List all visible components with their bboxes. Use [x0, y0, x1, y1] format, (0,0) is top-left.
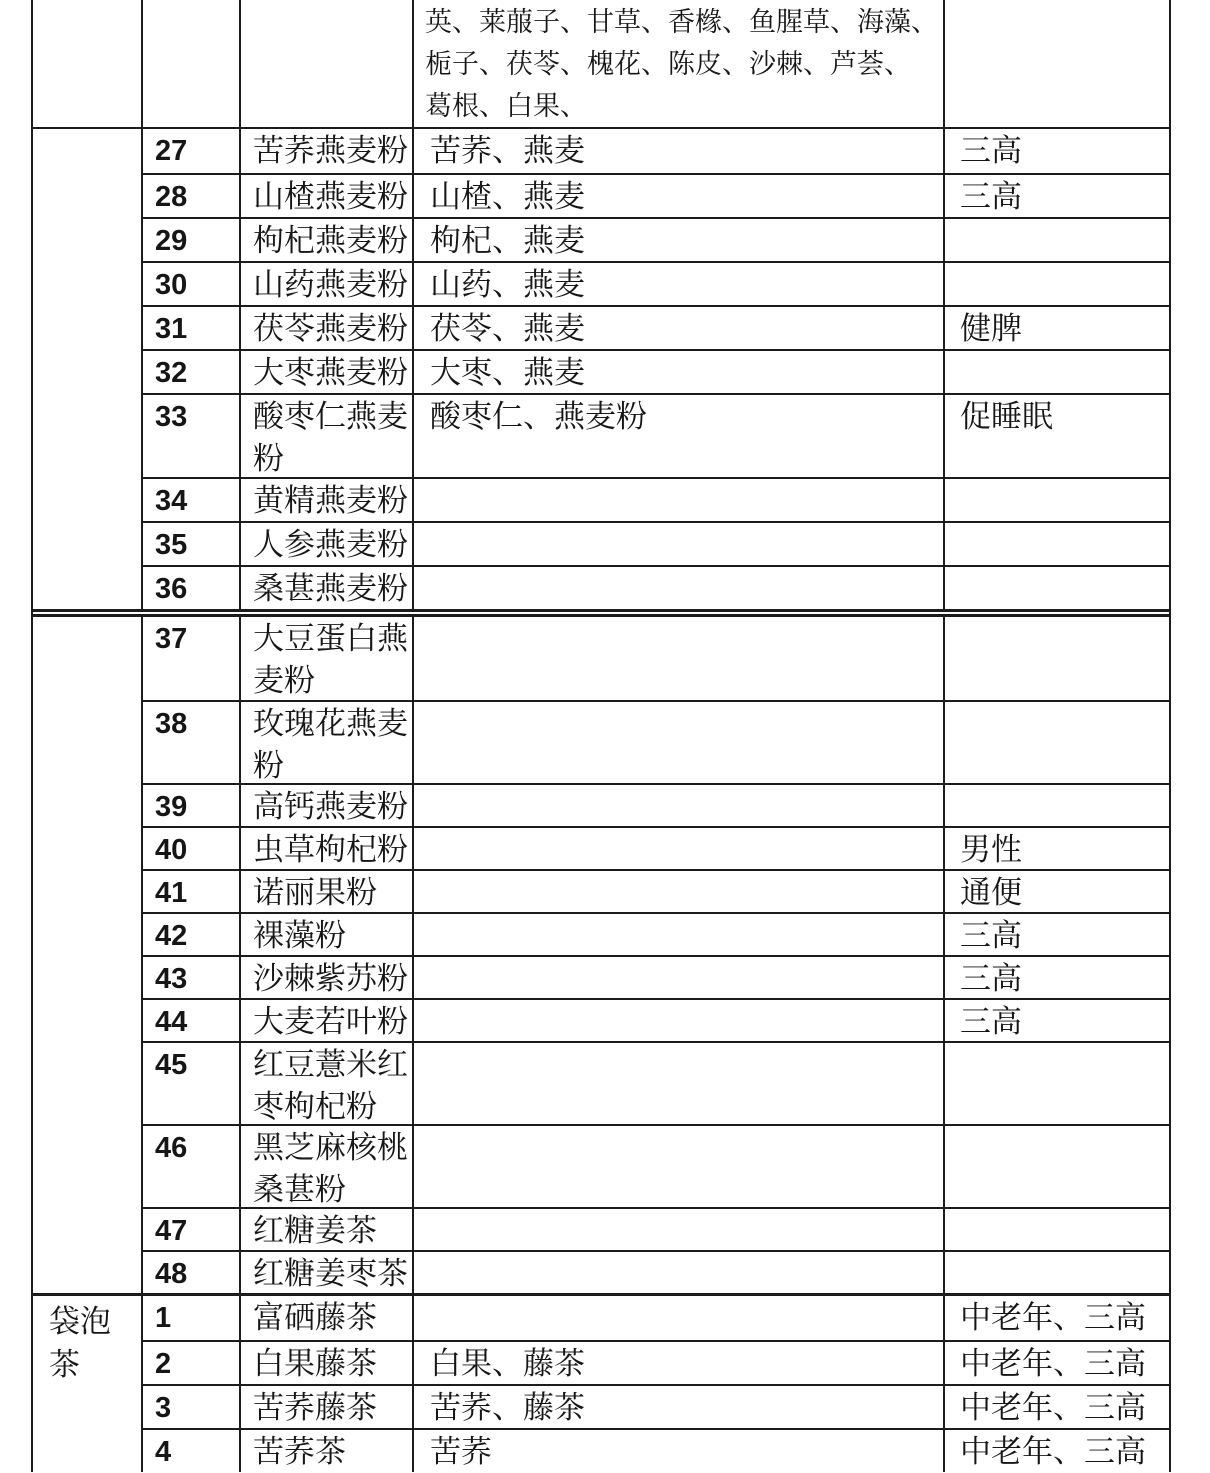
table-row: [143, 521, 1169, 565]
number-cell: 2: [143, 1342, 241, 1384]
product-name-cell: 红糖姜枣茶: [241, 1252, 414, 1293]
product-name-cell: 白果藤茶: [241, 1342, 414, 1384]
table-section: [33, 1293, 1169, 1472]
number-cell: 34: [143, 479, 241, 521]
function-cell: 三高: [960, 961, 1022, 996]
table-row: [143, 217, 1169, 261]
function-cell: [945, 1126, 1169, 1207]
ingredients-cell: [414, 914, 945, 955]
function-cell: 三高: [960, 1004, 1022, 1039]
table-row: [143, 912, 1169, 955]
function-cell: [945, 263, 1169, 305]
function-cell: 中老年、三高: [960, 1390, 1146, 1425]
number-cell: 29: [143, 219, 241, 261]
product-name-cell: 山药燕麦粉: [241, 263, 414, 305]
product-name-cell: 玫瑰花燕麦粉: [241, 702, 414, 783]
section-rows: [143, 0, 1169, 127]
table-row: [143, 393, 1169, 477]
function-cell: 三高: [960, 918, 1022, 953]
function-cell: 三高: [960, 179, 1022, 214]
function-cell: [945, 1209, 1169, 1250]
function-cell: [945, 219, 1169, 261]
ingredients-cell: [414, 567, 945, 609]
product-name-cell: 红糖姜茶: [241, 1209, 414, 1250]
product-name-cell: 大枣燕麦粉: [241, 351, 414, 393]
table-row: [143, 1041, 1169, 1124]
product-name-cell: 酸枣仁燕麦粉: [241, 395, 414, 477]
number-cell: 48: [143, 1252, 241, 1293]
table-row: [143, 305, 1169, 349]
section-rows: [143, 1296, 1169, 1472]
table-row: [143, 955, 1169, 998]
number-cell: 39: [143, 785, 241, 826]
table-row: [143, 869, 1169, 912]
table-row: [143, 700, 1169, 783]
function-cell: [945, 567, 1169, 609]
function-cell: 促睡眠: [960, 399, 1053, 434]
ingredients-line: 栀子、茯苓、槐花、陈皮、沙棘、芦荟、: [425, 49, 911, 79]
table-row: [143, 1207, 1169, 1250]
product-name-cell: 茯苓燕麦粉: [241, 307, 414, 349]
ingredients-cell: [414, 871, 945, 912]
table-row: [143, 129, 1169, 173]
ingredients-cell: 大枣、燕麦: [414, 351, 945, 393]
number-cell: 31: [143, 307, 241, 349]
product-name-cell: 桑葚燕麦粉: [241, 567, 414, 609]
table-section: [33, 609, 1169, 1293]
ingredients-cell: [414, 479, 945, 521]
ingredients-cell: [414, 523, 945, 565]
table-row: [143, 783, 1169, 826]
number-cell: 28: [143, 175, 241, 217]
ingredients-cell: [414, 1209, 945, 1250]
number-cell: 42: [143, 914, 241, 955]
table-row: [143, 477, 1169, 521]
ingredients-cell: [414, 617, 945, 700]
function-cell: [945, 479, 1169, 521]
ingredients-line: 英、莱菔子、甘草、香橼、鱼腥草、海藻、: [425, 7, 938, 37]
number-cell: [143, 0, 241, 127]
table-row: [143, 617, 1169, 700]
product-name-cell: 虫草枸杞粉: [241, 828, 414, 869]
product-name-cell: 苦荞藤茶: [241, 1386, 414, 1428]
ingredients-cell: [414, 1000, 945, 1041]
ingredients-cell: 茯苓、燕麦: [414, 307, 945, 349]
table-section: [33, 127, 1169, 609]
product-name-cell: 黄精燕麦粉: [241, 479, 414, 521]
ingredients-cell: [414, 1296, 945, 1340]
ingredients-cell: [414, 1126, 945, 1207]
number-cell: 27: [143, 129, 241, 173]
function-cell: [945, 785, 1169, 826]
ingredients-cell: 苦荞、燕麦: [414, 129, 945, 173]
ingredients-cell: [414, 0, 945, 127]
table-section: [33, 0, 1169, 127]
ingredients-cell: [414, 702, 945, 783]
table-row: [143, 1384, 1169, 1428]
number-cell: 44: [143, 1000, 241, 1041]
ingredients-cell: 山楂、燕麦: [414, 175, 945, 217]
number-cell: 36: [143, 567, 241, 609]
ingredients-cell: 枸杞、燕麦: [414, 219, 945, 261]
number-cell: 43: [143, 957, 241, 998]
product-name-cell: 高钙燕麦粉: [241, 785, 414, 826]
function-cell: [945, 1043, 1169, 1124]
product-name-cell: 黑芝麻核桃桑葚粉: [241, 1126, 414, 1207]
function-cell: [945, 702, 1169, 783]
product-name-cell: 苦荞燕麦粉: [241, 129, 414, 173]
product-name-cell: 苦荞茶: [241, 1430, 414, 1472]
function-cell: 健脾: [960, 311, 1022, 346]
function-cell: [945, 1252, 1169, 1293]
function-cell: 中老年、三高: [960, 1434, 1146, 1469]
section-rows: [143, 129, 1169, 609]
product-name-cell: 人参燕麦粉: [241, 523, 414, 565]
number-cell: 4: [143, 1430, 241, 1472]
function-cell: 中老年、三高: [960, 1346, 1146, 1381]
product-name-cell: 富硒藤茶: [241, 1296, 414, 1340]
function-cell: [945, 617, 1169, 700]
function-cell: 三高: [960, 133, 1022, 168]
product-name-cell: 大麦若叶粉: [241, 1000, 414, 1041]
number-cell: 3: [143, 1386, 241, 1428]
number-cell: 30: [143, 263, 241, 305]
table-row: [143, 1124, 1169, 1207]
product-name-cell: 大豆蛋白燕麦粉: [241, 617, 414, 700]
ingredients-line: 葛根、白果、: [425, 91, 587, 121]
function-cell: 男性: [960, 832, 1022, 867]
ingredients-cell: 苦荞、藤茶: [414, 1386, 945, 1428]
number-cell: 47: [143, 1209, 241, 1250]
table-row: [143, 998, 1169, 1041]
number-cell: 32: [143, 351, 241, 393]
table-row: [143, 1296, 1169, 1340]
table-row: [143, 0, 1169, 127]
product-name-cell: [241, 0, 414, 127]
number-cell: 41: [143, 871, 241, 912]
category-cell: [33, 617, 143, 1293]
number-cell: 45: [143, 1043, 241, 1124]
table-row: [143, 826, 1169, 869]
table-row: [143, 565, 1169, 609]
function-cell: [945, 0, 1169, 127]
ingredients-cell: 山药、燕麦: [414, 263, 945, 305]
ingredients-cell: 苦荞: [414, 1430, 945, 1472]
table-row: [143, 1250, 1169, 1293]
category-cell: [33, 129, 143, 609]
product-table: [31, 0, 1171, 1472]
ingredients-cell: 白果、藤茶: [414, 1342, 945, 1384]
ingredients-cell: 酸枣仁、燕麦粉: [414, 395, 945, 477]
table-row: [143, 349, 1169, 393]
number-cell: 33: [143, 395, 241, 477]
product-name-cell: 红豆薏米红枣枸杞粉: [241, 1043, 414, 1124]
product-name-cell: 裸藻粉: [241, 914, 414, 955]
ingredients-cell: [414, 785, 945, 826]
ingredients-cell: [414, 1043, 945, 1124]
product-name-cell: 枸杞燕麦粉: [241, 219, 414, 261]
product-name-cell: 山楂燕麦粉: [241, 175, 414, 217]
table-row: [143, 173, 1169, 217]
number-cell: 35: [143, 523, 241, 565]
category-cell: 袋泡茶: [33, 1296, 143, 1472]
number-cell: 40: [143, 828, 241, 869]
table-row: [143, 1428, 1169, 1472]
number-cell: 38: [143, 702, 241, 783]
product-name-cell: 沙棘紫苏粉: [241, 957, 414, 998]
function-cell: [945, 351, 1169, 393]
function-cell: 中老年、三高: [960, 1300, 1146, 1335]
table-row: [143, 1340, 1169, 1384]
section-rows: [143, 617, 1169, 1293]
ingredients-cell: [414, 957, 945, 998]
table-row: [143, 261, 1169, 305]
ingredients-cell: [414, 1252, 945, 1293]
product-name-cell: 诺丽果粉: [241, 871, 414, 912]
number-cell: 1: [143, 1296, 241, 1340]
category-cell: [33, 0, 143, 127]
ingredients-cell: [414, 828, 945, 869]
function-cell: 通便: [960, 875, 1022, 910]
number-cell: 37: [143, 617, 241, 700]
number-cell: 46: [143, 1126, 241, 1207]
function-cell: [945, 523, 1169, 565]
